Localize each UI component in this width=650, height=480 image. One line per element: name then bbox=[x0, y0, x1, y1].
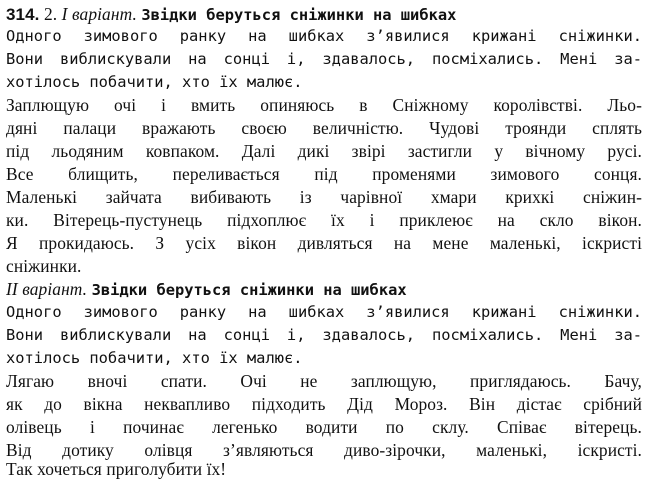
v1-line: хотілось побачити, хто їх малює. bbox=[6, 73, 303, 91]
variant2-header bbox=[6, 278, 642, 300]
exercise-header bbox=[6, 3, 642, 25]
v1-line: ки. Вітерець-пустунець підхоплює їх і приклеює на скло вікон. bbox=[6, 210, 642, 230]
variant1-title: Звідки беруться сніжинки на шибках bbox=[141, 6, 457, 24]
v1-line: Заплющую очі і вмить опиняюсь в Сніжному королівстві. Льо- bbox=[6, 95, 642, 115]
v1-line: під льодяним ковпаком. Далі дикі звірі застигли у вічному русі. bbox=[6, 141, 642, 161]
variant2-label: ІІ варіант. bbox=[6, 279, 88, 299]
v2-line: олівець і починає легенько водити по склу. Співає вітерець. bbox=[6, 417, 642, 437]
variant2-title: Звідки беруться сніжинки на шибках bbox=[91, 281, 407, 299]
v2-line: Одного зимового ранку на шибках з’явилися крижані сніжинки. bbox=[6, 303, 642, 321]
task-number: 2. bbox=[43, 4, 58, 24]
v2-line: Так хочеться приголубити їх! bbox=[6, 459, 227, 479]
v1-line: Маленькі зайчата вибивають із чарівної хмари крихкі сніжин- bbox=[6, 187, 642, 207]
v1-line: Вони виблискували на сонці і, здавалось, посміхались. Мені за- bbox=[6, 50, 642, 68]
variant1-label: І варіант. bbox=[61, 4, 137, 24]
v1-line: сніжинки. bbox=[6, 256, 82, 276]
v2-line: Від дотику олівця з’являються диво-зірочки, маленькі, іскристі. bbox=[6, 440, 642, 460]
v2-line: Вони виблискували на сонці і, здавалось, посміхались. Мені за- bbox=[6, 326, 642, 344]
v1-line: Одного зимового ранку на шибках з’явилися крижані сніжинки. bbox=[6, 27, 642, 45]
v1-line: дяні палаци вражають своєю величністю. Чудові троянди сплять bbox=[6, 118, 642, 138]
v2-line: Лягаю вночі спати. Очі не заплющую, приглядаюсь. Бачу, bbox=[6, 371, 642, 391]
exercise-number: 314. bbox=[6, 5, 40, 24]
v2-line: хотілось побачити, хто їх малює. bbox=[6, 349, 303, 367]
v2-line: як до вікна неквапливо підходить Дід Мороз. Він дістає срібний bbox=[6, 394, 642, 414]
v1-line: Я прокидаюсь. З усіх вікон дивляться на мене маленькі, іскристі bbox=[6, 233, 642, 253]
v1-line: Все блищить, переливається під променями зимового сонця. bbox=[6, 164, 642, 184]
